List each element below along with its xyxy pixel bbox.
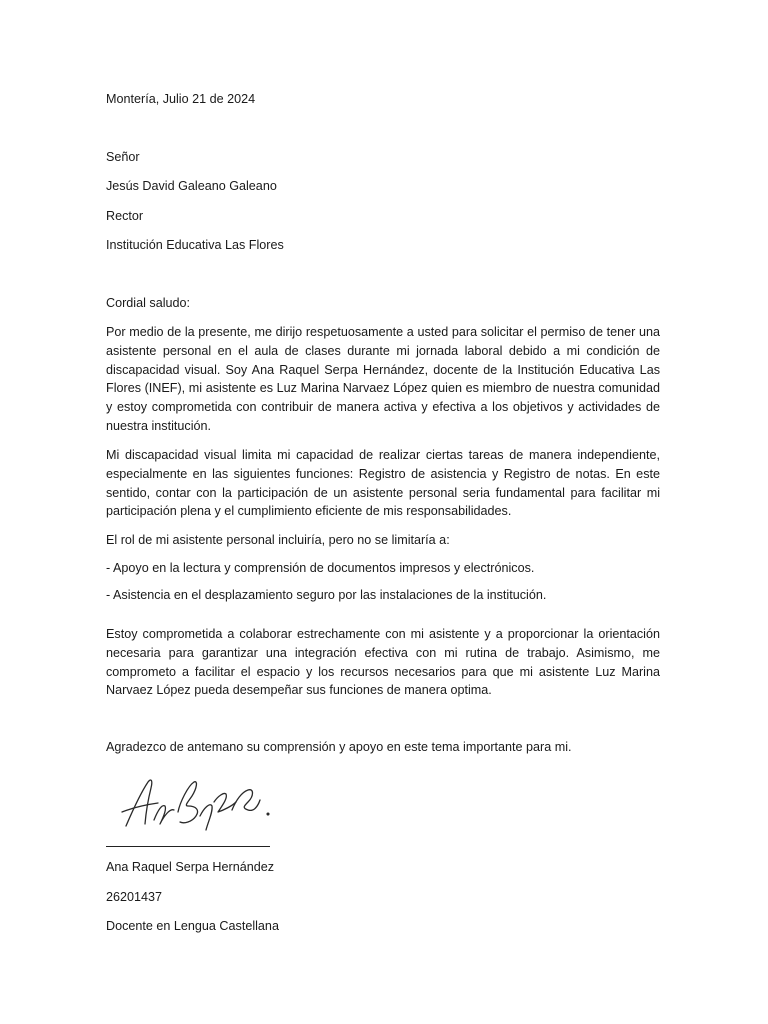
paragraph-role-intro: El rol de mi asistente personal incluiría, pero no se limitaría a: — [106, 533, 450, 547]
paragraph-thanks: Agradezco de antemano su comprensión y apoyo en este tema importante para mi. — [106, 740, 572, 754]
paragraph-disability: Mi discapacidad visual limita mi capacidad de realizar ciertas tareas de manera independiente, especialmente en las siguientes funciones: Registro de asistencia y Registro de notas. En este sentido, contar con la participación de un asistente personal seria fundamental para facilitar mi participación plena y el cumplimiento eficiente de mis responsabilidades. — [106, 448, 660, 519]
recipient-title: Señor — [106, 150, 140, 164]
paragraph-commitment: Estoy comprometida a colaborar estrechamente con mi asistente y a proporcionar la orientación necesaria para garantizar una integración efectiva con mi rutina de trabajo. Asimismo, me comprometo a facilitar el espacio y los recursos necesarios para que mi asistente Luz Marina Narvaez López pueda desempeñar sus funciones de manera optima. — [106, 627, 660, 698]
place-date: Montería, Julio 21 de 2024 — [106, 92, 256, 106]
sender-id: 26201437 — [106, 890, 163, 904]
sender-name: Ana Raquel Serpa Hernández — [106, 860, 275, 874]
list-item-reading: - Apoyo en la lectura y comprensión de documentos impresos y electrónicos. — [106, 561, 535, 575]
recipient-role: Rector — [106, 209, 144, 223]
recipient-name: Jesús David Galeano Galeano — [106, 179, 277, 193]
recipient-institution: Institución Educativa Las Flores — [106, 238, 284, 252]
paragraph-request: Por medio de la presente, me dirijo respetuosamente a usted para solicitar el permiso de tener una asistente personal en el aula de clases durante mi jornada laboral debido a mi condición de discapacidad visual. Soy Ana Raquel Serpa Hernández, docente de la Institución Educativa Las Flores (INEF), mi asistente es Luz Marina Narvaez López quien es miembro de nuestra comunidad y estoy comprometida con contribuir de manera activa y efectiva a los objetivos y actividades de nuestra institución. — [106, 325, 660, 433]
handwritten-signature — [118, 772, 278, 832]
list-item-mobility: - Asistencia en el desplazamiento seguro por las instalaciones de la institución. — [106, 588, 547, 602]
greeting: Cordial saludo: — [106, 296, 191, 310]
sender-position: Docente en Lengua Castellana — [106, 919, 279, 933]
signature-line — [106, 846, 270, 847]
